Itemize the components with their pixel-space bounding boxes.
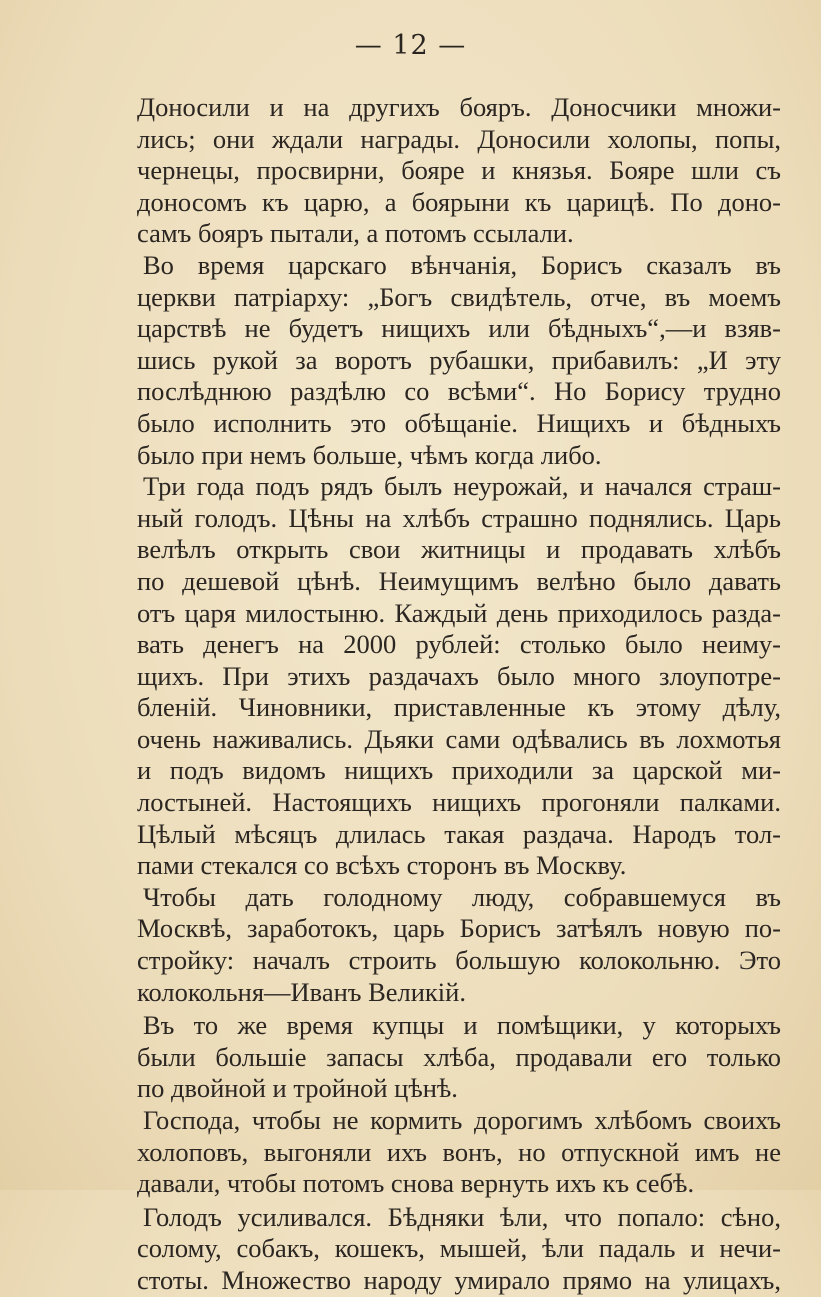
text-line: лостыней. Настоящихъ нищихъ прогоняли палками. xyxy=(137,787,781,818)
paragraph xyxy=(137,250,781,471)
text-line: стоты. Множество народу умирало прямо на улицахъ, xyxy=(137,1264,781,1295)
paragraph xyxy=(137,882,781,1008)
text-line: лись; они ждали награды. Доносили холопы, попы, xyxy=(137,123,781,154)
text-line: колокольня—Иванъ Великій. xyxy=(137,976,466,1007)
text-line: и подъ видомъ нищихъ приходили за царской ми- xyxy=(137,755,781,786)
paragraph xyxy=(137,92,781,250)
text-line: Во время царскаго вѣнчанія, Борисъ сказалъ въ xyxy=(143,249,781,280)
text-line: по дешевой цѣнѣ. Неимущимъ велѣно было давать xyxy=(137,565,781,596)
text-line: Цѣлый мѣсяцъ длилась такая раздача. Народъ тол- xyxy=(137,818,781,849)
text-line: Москвѣ, заработокъ, царь Борисъ затѣялъ новую по- xyxy=(137,913,781,944)
text-line: пами стекался со всѣхъ сторонъ въ Москву. xyxy=(137,850,627,881)
paragraph xyxy=(137,1010,781,1105)
text-line: чернецы, просвирни, бояре и князья. Бояре шли съ xyxy=(137,155,781,186)
text-line: было при немъ больше, чѣмъ когда либо. xyxy=(137,439,602,470)
paragraph xyxy=(137,1202,781,1297)
paragraph xyxy=(137,1105,781,1200)
text-line: церкви патріарху: „Богъ свидѣтель, отче, въ моемъ xyxy=(137,281,781,312)
text-line: щихъ. При этихъ раздачахъ было много злоупотре- xyxy=(137,660,781,691)
text-line: вать денегъ на 2000 рублей: столько было неиму- xyxy=(137,629,781,660)
text-line: Въ то же время купцы и помѣщики, у которыхъ xyxy=(143,1010,781,1041)
text-line: было исполнить это обѣщаніе. Нищихъ и бѣдныхъ xyxy=(137,407,781,438)
text-line: холоповъ, выгоняли ихъ вонъ, но отпускной имъ не xyxy=(137,1136,781,1167)
text-line: шись рукой за воротъ рубашки, прибавилъ: „И эту xyxy=(137,344,781,375)
text-line: велѣлъ открыть свои житницы и продавать хлѣбъ xyxy=(137,534,781,565)
text-line: послѣднюю раздѣлю со всѣми“. Но Борису трудно xyxy=(137,376,781,407)
text-line: доносомъ къ царю, а боярыни къ царицѣ. По доно- xyxy=(137,186,781,217)
text-line: по двойной и тройной цѣнѣ. xyxy=(137,1073,458,1104)
text-line: Голодъ усиливался. Бѣдняки ѣли, что попало: сѣно, xyxy=(143,1201,781,1232)
text-line: ный голодъ. Цѣны на хлѣбъ страшно поднялись. Царь xyxy=(137,502,781,533)
text-line: Доносили и на другихъ бояръ. Доносчики множи- xyxy=(137,92,781,122)
text-line: Господа, чтобы не кормить дорогимъ хлѣбомъ своихъ xyxy=(143,1105,781,1135)
text-line: стройку: началъ строить большую колокольню. Это xyxy=(137,945,781,976)
text-line: солому, собакъ, кошекъ, мышей, ѣли падаль и нечи- xyxy=(137,1233,781,1264)
text-line: отъ царя милостыню. Каждый день приходилось разда- xyxy=(137,597,781,628)
page-number: — 12 — xyxy=(354,30,467,61)
text-line: были большіе запасы хлѣба, продавали его только xyxy=(137,1041,781,1072)
text-line: самъ бояръ пытали, а потомъ ссылали. xyxy=(137,218,574,249)
text-line: царствѣ не будетъ нищихъ или бѣдныхъ“,—и взяв- xyxy=(137,313,781,344)
text-line: бленій. Чиновники, приставленные къ этому дѣлу, xyxy=(137,692,781,723)
text-line: Три года подъ рядъ былъ неурожай, и начался страш- xyxy=(143,471,781,502)
text-line: Чтобы дать голодному люду, собравшемуся въ xyxy=(143,881,781,912)
paragraph xyxy=(137,471,781,882)
text-line: давали, чтобы потомъ снова вернуть ихъ къ себѣ. xyxy=(137,1168,695,1199)
text-line: очень наживались. Дьяки сами одѣвались въ лохмотья xyxy=(137,723,781,754)
body-text xyxy=(137,92,781,1297)
